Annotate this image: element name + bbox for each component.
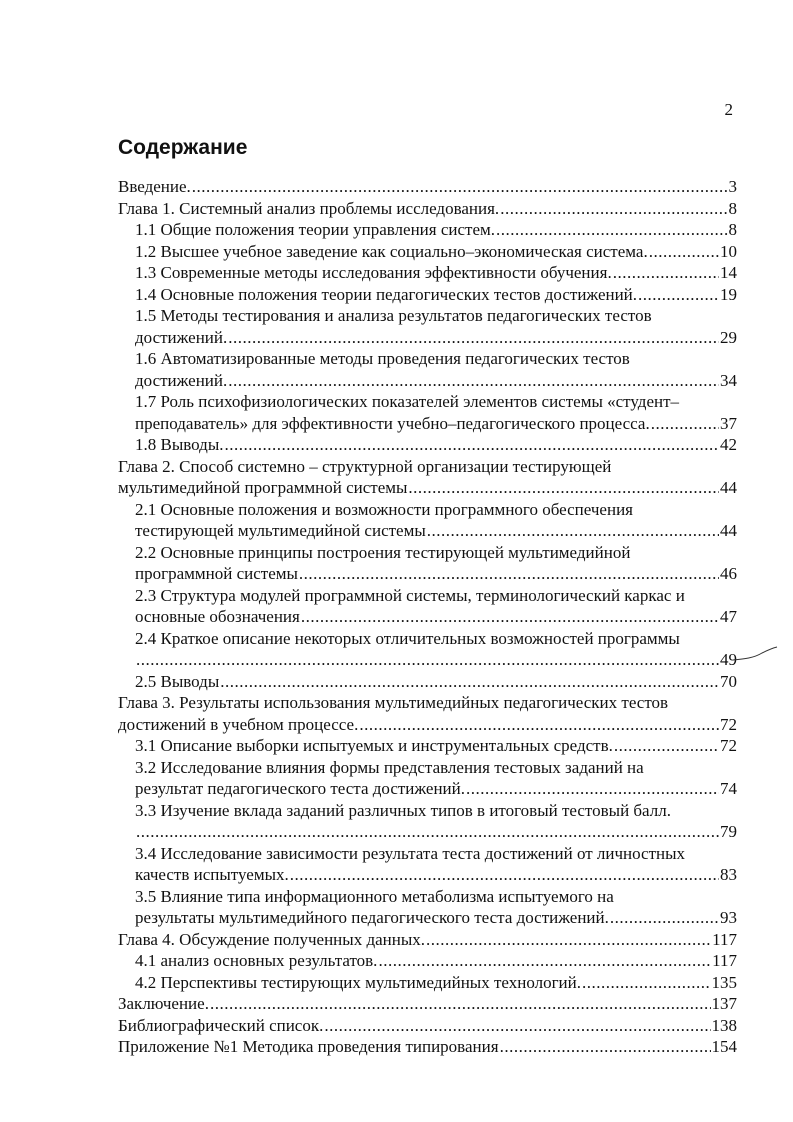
toc-page-number: 154 [711,1037,737,1056]
toc-entry-text: преподаватель» для эффективности учебно–педагогического процесса. [135,413,650,433]
dot-leader [136,821,719,843]
toc-entry [118,1015,737,1037]
toc-entry [118,241,737,263]
toc-page-number: 79 [720,822,737,841]
toc-entry-text: Приложение №1 Методика проведения типирования [118,1037,499,1056]
toc-entry [118,198,737,220]
toc-entry [118,735,737,757]
dot-leader [614,735,719,757]
toc-page-number: 93 [720,908,737,927]
toc-entry-text: тестирующей мультимедийной системы [135,521,426,540]
toc-entry [118,800,737,843]
dot-leader [136,649,719,671]
dot-leader [192,176,728,198]
toc-page-number: 34 [720,370,737,390]
toc-page-number: 14 [720,263,737,282]
toc-entry [118,176,737,198]
toc-page-number: 70 [720,671,737,691]
dot-leader [290,864,719,886]
toc-entry-text: Глава 1. Системный анализ проблемы исследования. [118,198,500,218]
toc-page-number: 10 [720,241,737,261]
toc-entry-text: 1.7 Роль психофизиологических показателей элементов системы «студент– [135,392,680,411]
toc-entry-text: Глава 2. Способ системно – структурной организации тестирующей [118,456,612,476]
dot-leader [427,520,719,542]
toc-entry [118,348,737,391]
toc-entry [118,692,737,735]
toc-entry-text: 2.2 Основные принципы построения тестирующей мультимедийной [135,542,631,562]
table-of-contents [118,176,737,1058]
dot-leader [228,370,719,392]
toc-page-number: 135 [711,972,737,992]
toc-page-number: 44 [720,521,737,540]
dot-leader [638,284,719,306]
toc-entry [118,499,737,542]
toc-entry-text: результаты мультимедийного педагогического теста достижений. [135,908,609,927]
toc-entry [118,1036,737,1058]
toc-page-number: 46 [720,564,737,583]
dot-leader [359,714,719,736]
toc-entry-text: 1.3 Современные методы исследования эффективности обучения. [135,263,612,282]
toc-entry-text: Введение. [118,177,191,196]
toc-entry [118,929,737,951]
dot-leader [324,1015,710,1037]
toc-entry-text: 3.1 Описание выборки испытуемых и инструментальных средств. [135,736,613,755]
toc-page-number: 117 [712,951,737,970]
toc-page-number: 42 [720,435,737,454]
toc-entry-text: 2.5 Выводы [135,671,220,691]
toc-entry-text: Библиографический список. [118,1015,324,1035]
toc-entry [118,456,737,499]
toc-page-number: 72 [720,714,737,734]
dot-leader [613,262,719,284]
toc-page-number: 19 [720,284,737,304]
toc-entry-text: 1.4 Основные положения теории педагогических тестов достижений. [135,284,638,304]
dot-leader [378,950,711,972]
toc-entry [118,262,737,284]
dot-leader [500,198,727,220]
toc-entry-text: 3.4 Исследование зависимости результата теста достижений от личностных [135,843,686,863]
dot-leader [651,413,719,435]
toc-entry [118,757,737,800]
toc-entry-text: достижений. [135,327,228,347]
toc-page-number: 8 [728,220,737,239]
toc-page-number: 44 [720,478,737,497]
toc-entry [118,434,737,456]
toc-page-number: 137 [711,994,737,1013]
toc-page-number: 3 [728,177,737,196]
dot-leader [649,241,719,263]
toc-entry [118,950,737,972]
dot-leader [301,606,719,628]
toc-page-number: 8 [728,198,737,218]
toc-entry [118,284,737,306]
dot-leader [225,434,719,456]
toc-entry-text: 1.1 Общие положения теории управления систем. [135,220,496,239]
dot-leader [500,1036,711,1058]
dot-leader [610,907,719,929]
toc-entry-text: программной системы [135,564,298,583]
toc-entry-text: 4.1 анализ основных результатов. [135,951,378,970]
toc-entry-text: достижений. [135,370,228,390]
toc-page-number: 47 [720,607,737,626]
toc-entry-text: 2.1 Основные положения и возможности программного обеспечения [135,499,633,519]
toc-entry-text: 1.2 Высшее учебное заведение как социально–экономическая система. [135,241,648,261]
dot-leader [582,972,710,994]
toc-entry-text: 2.3 Структура модулей программной системы, терминологический каркас и [135,585,685,605]
dot-leader [220,671,719,693]
toc-entry [118,843,737,886]
toc-entry-text: 3.5 Влияние типа информационного метаболизма испытуемого на [135,886,614,906]
toc-entry [118,886,737,929]
toc-entry-text: результат педагогического теста достижений. [135,779,465,798]
toc-entry-text: 1.6 Автоматизированные методы проведения педагогических тестов [135,349,630,368]
dot-leader [210,993,711,1015]
toc-entry [118,972,737,994]
toc-entry-text: Глава 3. Результаты использования мультимедийных педагогических тестов [118,693,669,712]
dot-leader [408,477,719,499]
toc-entry-text: 2.4 Краткое описание некоторых отличительных возможностей программы [135,628,680,648]
dot-leader [496,219,727,241]
toc-entry [118,391,737,434]
page-number: 2 [724,100,733,119]
toc-entry-text: 1.5 Методы тестирования и анализа результатов педагогических тестов [135,306,652,325]
toc-entry-text: 4.2 Перспективы тестирующих мультимедийных технологий. [135,972,582,992]
toc-entry [118,219,737,241]
toc-entry-text: 3.2 Исследование влияния формы представления тестовых заданий на [135,757,644,777]
toc-entry-text: качеств испытуемых. [135,865,289,884]
toc-entry [118,542,737,585]
toc-page-number: 117 [712,929,737,949]
dot-leader [466,778,719,800]
toc-entry [118,628,737,671]
toc-page-number: 49 [720,650,737,669]
toc-entry [118,671,737,693]
dot-leader [426,929,711,951]
pen-mark-icon [732,644,778,664]
toc-page-number: 72 [720,736,737,755]
toc-entry-text: достижений в учебном процессе. [118,714,359,734]
toc-entry-text: мультимедийной программной системы [118,478,408,497]
toc-entry [118,585,737,628]
toc-entry-text: основные обозначения [135,607,300,626]
toc-entry [118,993,737,1015]
toc-page-number: 138 [711,1015,737,1035]
toc-page-number: 29 [720,327,737,347]
toc-page-number: 37 [720,413,737,433]
toc-page-number: 83 [720,865,737,884]
toc-entry [118,305,737,348]
dot-leader [228,327,719,349]
toc-page-number: 74 [720,779,737,798]
page-title: Содержание [118,136,248,159]
dot-leader [299,563,719,585]
toc-entry-text: Глава 4. Обсуждение полученных данных. [118,929,426,949]
toc-entry-text: 1.8 Выводы. [135,435,224,454]
toc-entry-text: 3.3 Изучение вклада заданий различных типов в итоговый тестовый балл. [135,800,671,820]
toc-entry-text: Заключение. [118,994,209,1013]
